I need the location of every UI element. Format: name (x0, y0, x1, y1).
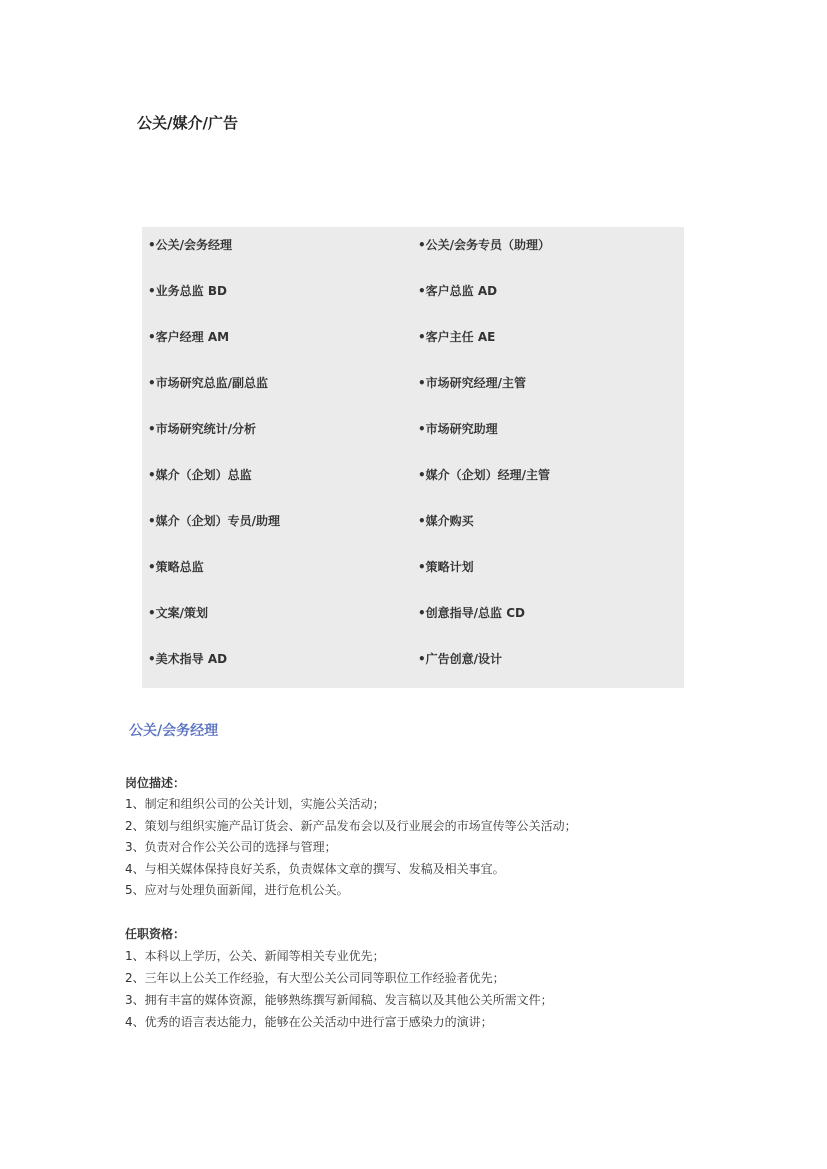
category-item-right[interactable]: •创意指导/总监 CD (418, 606, 525, 620)
category-item-right[interactable]: •市场研究经理/主管 (418, 376, 527, 390)
description-heading: 岗位描述： (125, 776, 186, 790)
description-line: 3、负责对合作公关公司的选择与管理； (125, 840, 337, 854)
page-title: 公关/媒介/广告 (137, 114, 238, 132)
category-item-right[interactable]: •市场研究助理 (418, 422, 498, 436)
requirements-line: 2、三年以上公关工作经验，有大型公关公司同等职位工作经验者优先； (125, 971, 505, 985)
category-item-left[interactable]: •市场研究统计/分析 (148, 422, 257, 436)
requirements-line: 1、本科以上学历，公关、新闻等相关专业优先； (125, 949, 385, 963)
category-item-left[interactable]: •美术指导 AD (148, 652, 228, 666)
category-item-right[interactable]: •媒介购买 (418, 514, 474, 528)
category-item-left[interactable]: •媒介（企划）总监 (148, 468, 252, 482)
category-item-right[interactable]: •广告创意/设计 (418, 652, 503, 666)
requirements-line: 3、拥有丰富的媒体资源，能够熟练撰写新闻稿、发言稿以及其他公关所需文件； (125, 993, 553, 1007)
category-item-left[interactable]: •客户经理 AM (148, 330, 230, 344)
category-item-right[interactable]: •客户主任 AE (418, 330, 496, 344)
description-line: 4、与相关媒体保持良好关系，负责媒体文章的撰写、发稿及相关事宜。 (125, 862, 505, 876)
category-item-left[interactable]: •公关/会务经理 (148, 238, 233, 252)
category-item-right[interactable]: •策略计划 (418, 560, 474, 574)
requirements-line: 4、优秀的语言表达能力，能够在公关活动中进行富于感染力的演讲； (125, 1015, 493, 1029)
description-line: 1、制定和组织公司的公关计划，实施公关活动； (125, 797, 385, 811)
description-line: 5、应对与处理负面新闻，进行危机公关。 (125, 883, 349, 897)
category-item-left[interactable]: •媒介（企划）专员/助理 (148, 514, 281, 528)
description-line: 2、策划与组织实施产品订货会、新产品发布会以及行业展会的市场宣传等公关活动； (125, 819, 577, 833)
job-title: 公关/会务经理 (129, 723, 219, 739)
category-item-left[interactable]: •策略总监 (148, 560, 204, 574)
category-item-right[interactable]: •客户总监 AD (418, 284, 498, 298)
category-item-right[interactable]: •公关/会务专员（助理） (418, 238, 551, 252)
category-item-left[interactable]: •文案/策划 (148, 606, 209, 620)
category-list (142, 227, 684, 688)
requirements-heading: 任职资格： (125, 927, 186, 941)
category-item-left[interactable]: •市场研究总监/副总监 (148, 376, 269, 390)
category-item-left[interactable]: •业务总监 BD (148, 284, 227, 298)
category-item-right[interactable]: •媒介（企划）经理/主管 (418, 468, 551, 482)
